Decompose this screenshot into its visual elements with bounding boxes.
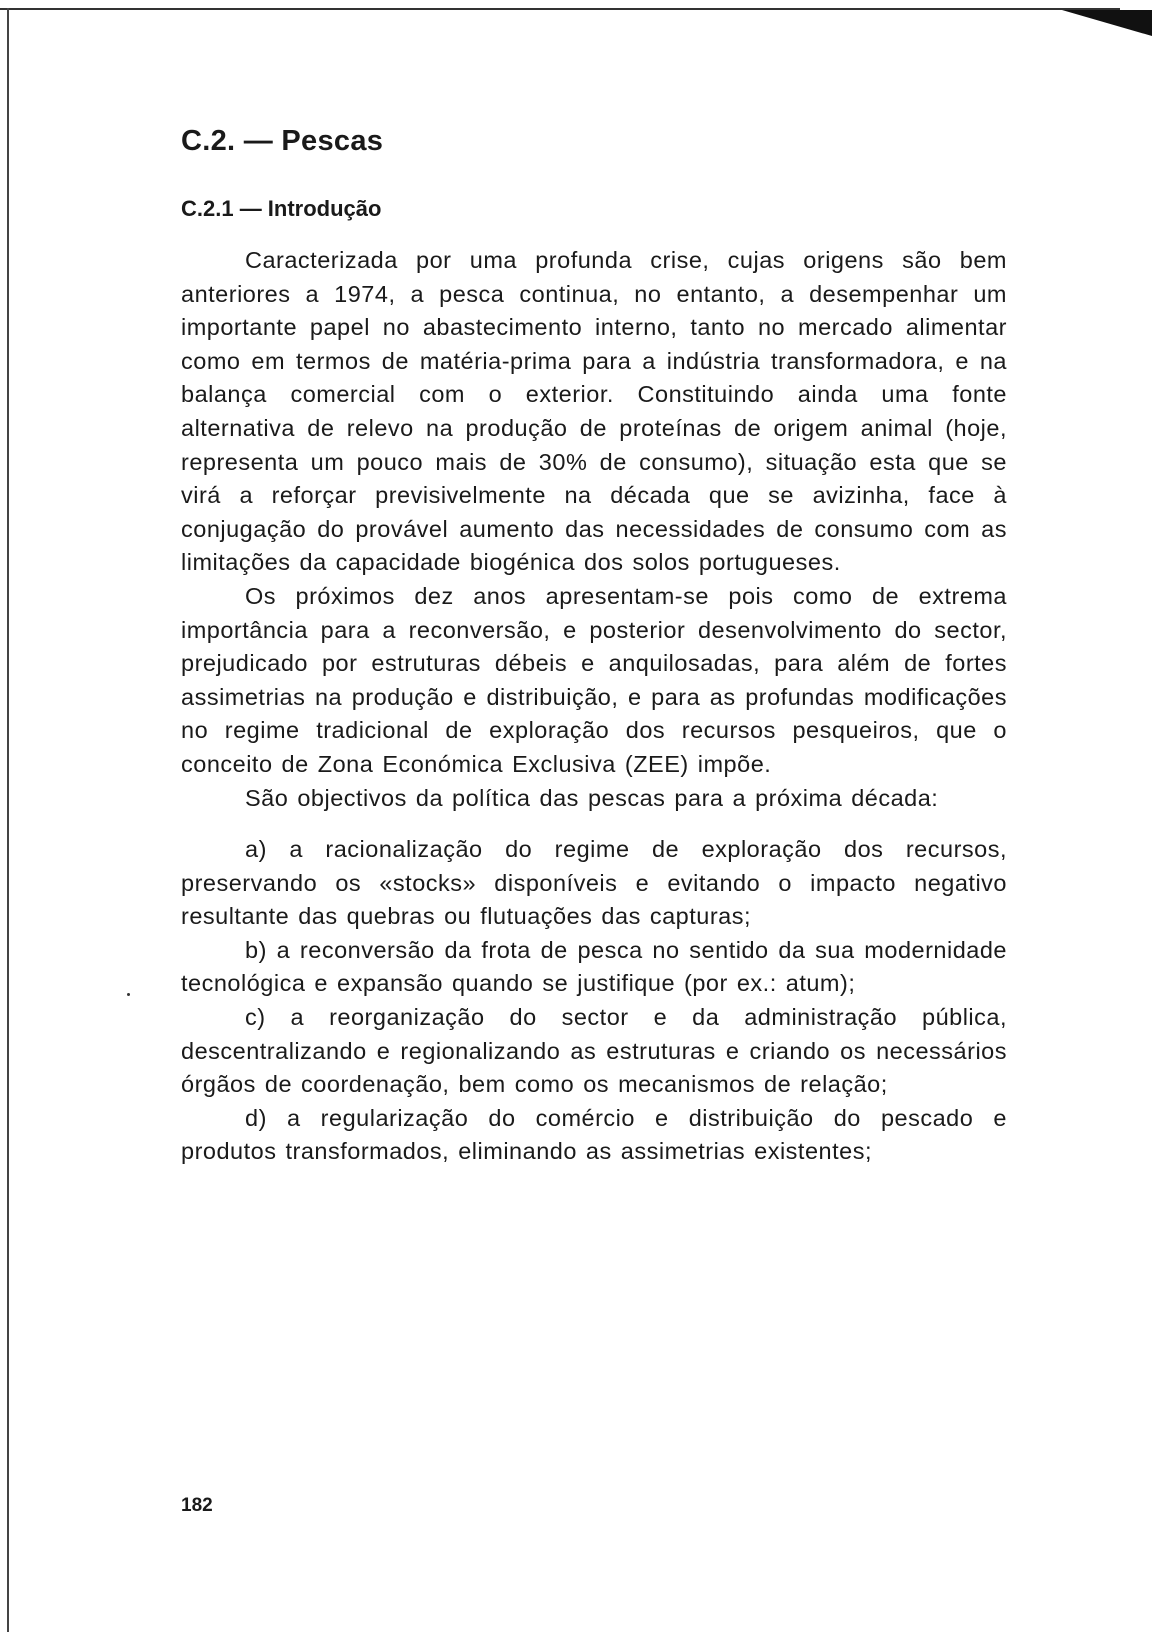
document-page — [181, 120, 1007, 1169]
subsection-title: C.2.1 — Introdução — [181, 196, 382, 221]
objectives-list — [181, 833, 1007, 1169]
objective-item-b: b) a reconversão da frota de pesca no sentido da sua modernidade tecnológica e expansão quando se justifique (por ex.: atum); — [181, 936, 1007, 997]
scan-corner-artifact — [1062, 10, 1152, 36]
intro-paragraph: Caracterizada por uma profunda crise, cujas origens são bem anteriores a 1974, a pesca continua, no entanto, a desempenhar um importante papel no abastecimento interno, tanto no mercado alimentar como em termos de matéria-prima para a indústria transformadora, e na balança comercial com o exterior. Constituindo ainda uma fonte alternativa de relevo na produção de proteínas de origem animal (hoje, representa um pouco mais de 30% de consumo), situação esta que se virá a reforçar previsivelmente na década que se avizinha, face à conjugação do provável aumento das necessidades de consumo com as limitações da capacidade biogénica dos solos portugueses. — [181, 247, 1007, 576]
objective-item-c: c) a reorganização do sector e da administração pública, descentralizando e regionalizando as estruturas e criando os necessários órgãos de coordenação, bem como os mecanismos de relação; — [181, 1004, 1007, 1098]
outlook-paragraph: Os próximos dez anos apresentam-se pois como de extrema importância para a reconversão, e posterior desenvolvimento do sector, prejudicado por estruturas débeis e anquilosadas, para além de fortes assimetrias na produção e distribuição, e para as profundas modificações no regime tradicional de exploração dos recursos pesqueiros, que o conceito de Zona Económica Exclusiva (ZEE) impõe. — [181, 582, 1007, 777]
objective-item-a: a) a racionalização do regime de exploração dos recursos, preservando os «stocks» disponíveis e evitando o impacto negativo resultante das quebras ou flutuações das capturas; — [181, 836, 1007, 930]
page-number: 182 — [181, 1495, 213, 1516]
objectives-lead-paragraph: São objectivos da política das pescas para a próxima década: — [245, 784, 939, 811]
scan-border-top — [0, 8, 1120, 10]
objective-item-d: d) a regularização do comércio e distribuição do pescado e produtos transformados, eliminando as assimetrias existentes; — [181, 1104, 1007, 1165]
scan-dot-artifact — [127, 993, 130, 996]
scan-border-left — [7, 8, 9, 1632]
section-title: C.2. — Pescas — [181, 125, 384, 157]
